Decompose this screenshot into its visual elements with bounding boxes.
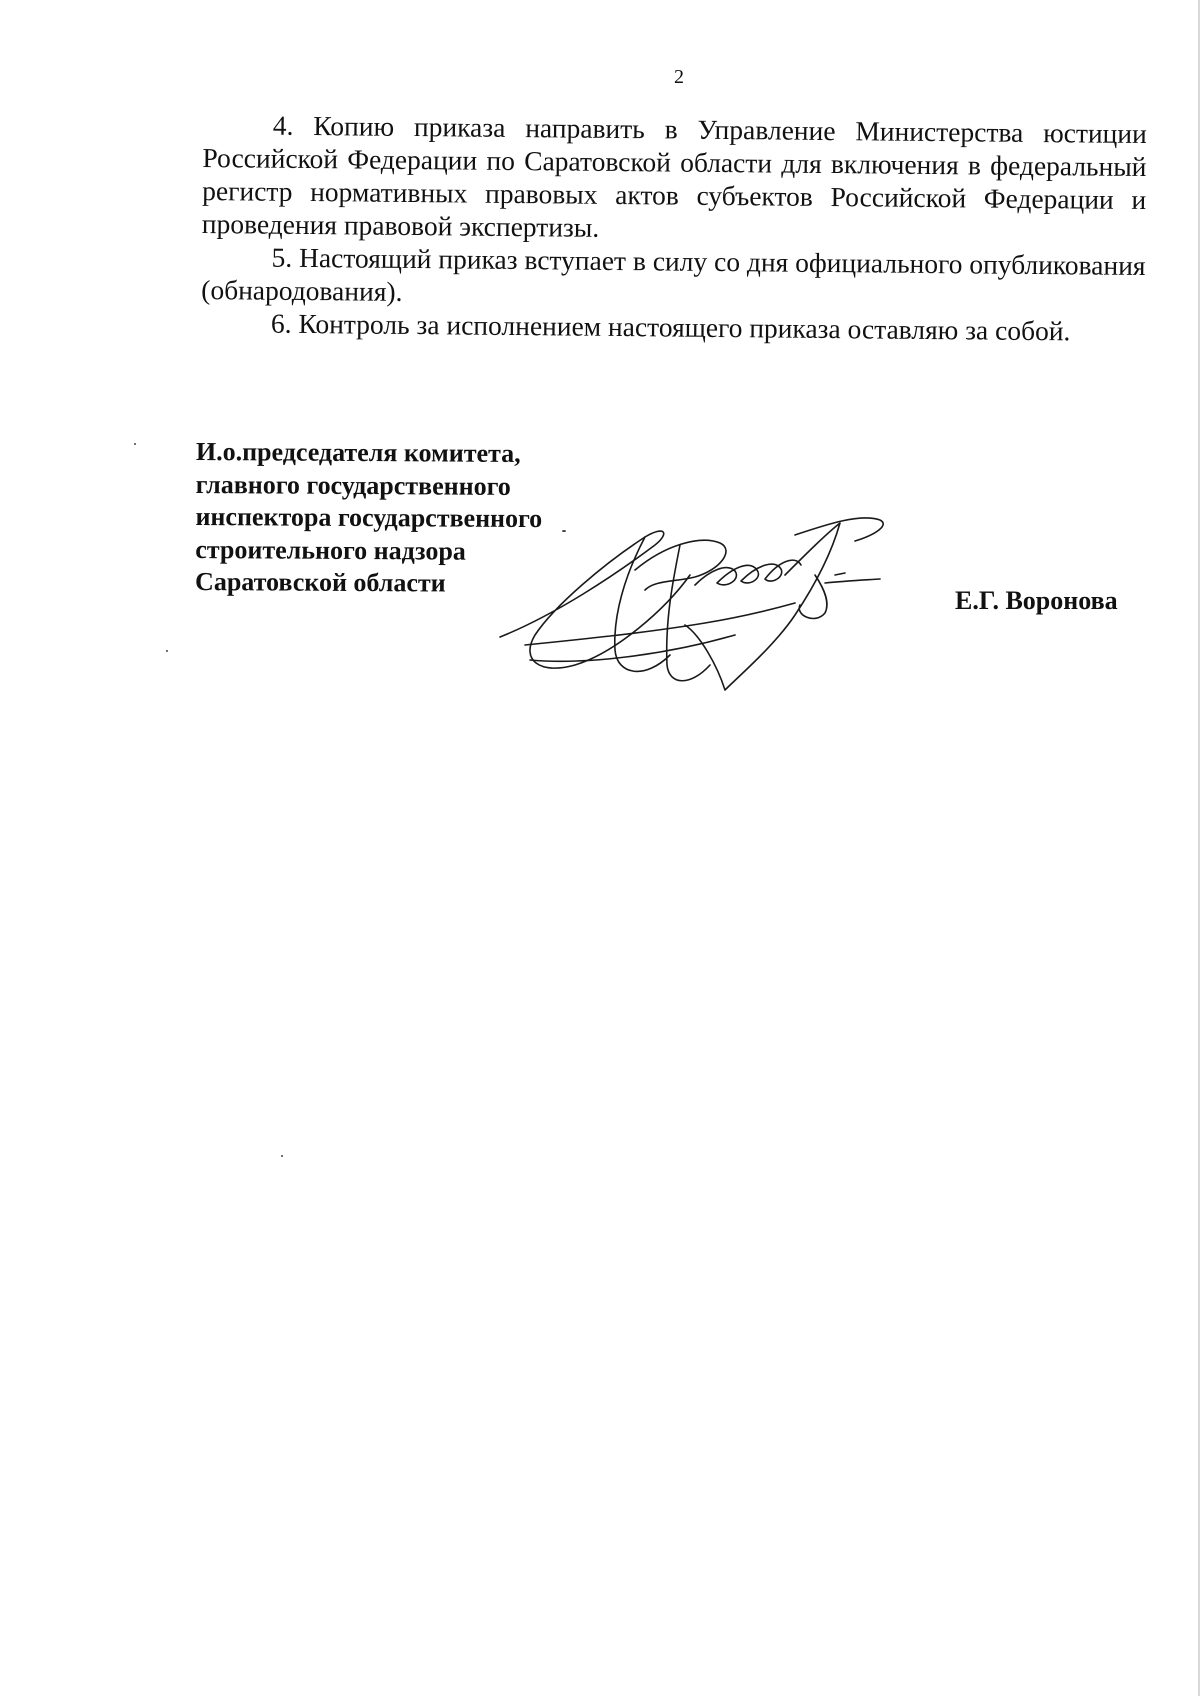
signatory-title	[195, 436, 543, 601]
signatory-title-line: строительного надзора	[195, 534, 466, 566]
paragraph-item-5: 5. Настоящий приказ вступает в силу со дня официального опубликования (обнародования).	[201, 241, 1146, 307]
signatory-title-line: главного государственного	[195, 469, 511, 501]
scan-speck	[166, 650, 168, 652]
signatory-title-line: И.о.председателя комитета,	[195, 436, 521, 468]
order-body	[201, 108, 1147, 348]
page-number: 2	[674, 66, 684, 88]
handwritten-signature	[495, 515, 935, 695]
paragraph-item-6: 6. Контроль за исполнением настоящего приказа оставляю за собой.	[270, 307, 1071, 347]
signatory-name: Е.Г. Воронова	[955, 586, 1118, 615]
scan-speck	[134, 443, 136, 445]
signatory-title-line: Саратовской области	[195, 566, 446, 598]
scan-speck	[562, 530, 566, 532]
signatory-title-line: инспектора государственного	[195, 501, 543, 534]
paragraph-item-4: 4. Копию приказа направить в Управление Министерства юстиции Российской Федерации по Саратовской области для включения в федеральный регистр нормативных правовых актов субъектов Российской Федерации и проведения правовой экспертизы.	[201, 109, 1147, 243]
scan-speck	[281, 1155, 283, 1157]
